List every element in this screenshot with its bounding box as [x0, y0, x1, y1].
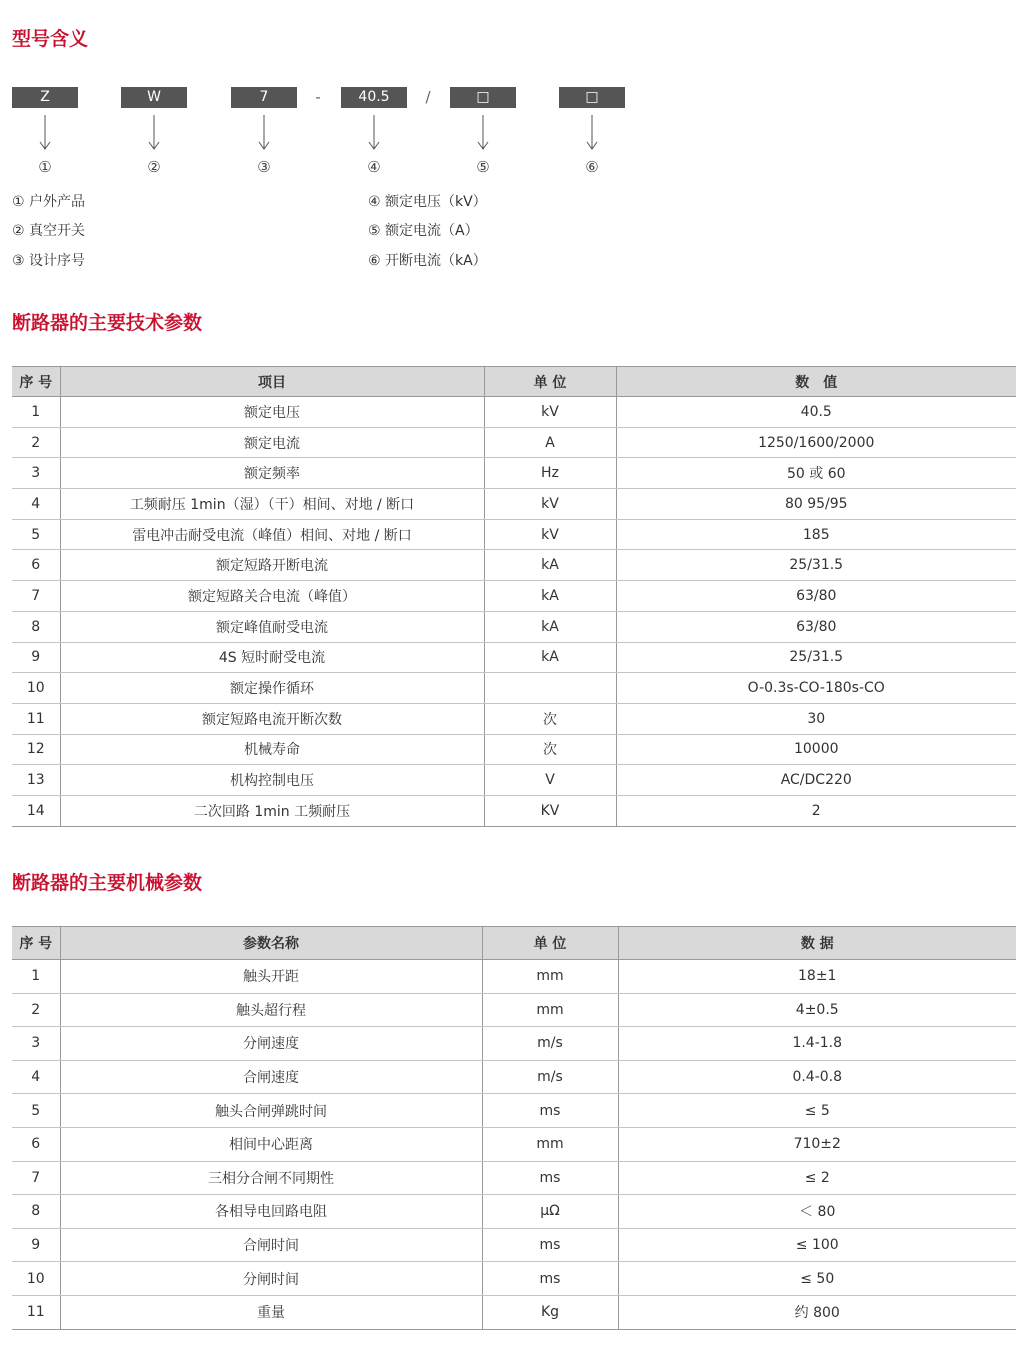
row-item: 额定电压: [60, 397, 484, 428]
row-index: 14: [12, 795, 60, 826]
model-code-box-5: □: [450, 87, 516, 108]
table-row: [12, 960, 1016, 994]
legend-item-3: ③ 设计序号: [12, 253, 86, 269]
row-data: ≤ 5: [618, 1094, 1016, 1128]
row-index: 13: [12, 765, 60, 796]
row-data: ≤ 50: [618, 1262, 1016, 1296]
model-code-box-3: 7: [231, 87, 297, 108]
row-unit: ms: [482, 1161, 618, 1195]
legend-item-4: ④ 额定电压（kV）: [368, 194, 487, 210]
row-unit: mm: [482, 993, 618, 1027]
row-unit: ms: [482, 1094, 618, 1128]
table-row: [12, 703, 1016, 734]
row-value: 30: [616, 703, 1016, 734]
row-param-name: 触头合闸弹跳时间: [60, 1094, 482, 1128]
row-data: 18±1: [618, 960, 1016, 994]
row-unit: V: [484, 765, 616, 796]
model-code-box-1: Z: [12, 87, 78, 108]
row-value: 40.5: [616, 397, 1016, 428]
row-unit: kA: [484, 581, 616, 612]
row-value: 2: [616, 795, 1016, 826]
row-index: 3: [12, 1027, 60, 1061]
marker-6: ⑥: [585, 158, 599, 176]
row-unit: kA: [484, 642, 616, 673]
col-header-value: 数 值: [616, 367, 1016, 397]
row-index: 1: [12, 397, 60, 428]
model-code-box-4: 40.5: [341, 87, 407, 108]
row-value: 63/80: [616, 581, 1016, 612]
marker-5: ⑤: [476, 158, 490, 176]
row-index: 8: [12, 1195, 60, 1229]
row-index: 9: [12, 1228, 60, 1262]
technical-params-title: 断路器的主要技术参数: [12, 312, 203, 334]
down-arrow-icon: [258, 115, 270, 151]
row-item: 额定峰值耐受电流: [60, 611, 484, 642]
row-unit: kV: [484, 397, 616, 428]
table-row: [12, 642, 1016, 673]
down-arrow-icon: [39, 115, 51, 151]
row-value: 63/80: [616, 611, 1016, 642]
row-index: 10: [12, 1262, 60, 1296]
table-row: [12, 519, 1016, 550]
row-unit: 次: [484, 703, 616, 734]
row-unit: m/s: [482, 1060, 618, 1094]
row-param-name: 三相分合闸不同期性: [60, 1161, 482, 1195]
row-item: 机构控制电压: [60, 765, 484, 796]
row-index: 12: [12, 734, 60, 765]
row-index: 5: [12, 1094, 60, 1128]
model-meaning-title: 型号含义: [12, 28, 89, 50]
table-row: [12, 1195, 1016, 1229]
table-row: [12, 765, 1016, 796]
table-row: [12, 1094, 1016, 1128]
row-index: 2: [12, 427, 60, 458]
row-unit: mm: [482, 1127, 618, 1161]
col-header-data: 数 据: [618, 927, 1016, 960]
row-item: 额定频率: [60, 458, 484, 489]
technical-params-table: [12, 366, 1016, 827]
row-data: 0.4-0.8: [618, 1060, 1016, 1094]
row-item: 二次回路 1min 工频耐压: [60, 795, 484, 826]
row-unit: Kg: [482, 1295, 618, 1329]
row-data: 710±2: [618, 1127, 1016, 1161]
row-param-name: 分闸速度: [60, 1027, 482, 1061]
row-value: 25/31.5: [616, 550, 1016, 581]
row-index: 8: [12, 611, 60, 642]
row-value: 185: [616, 519, 1016, 550]
row-index: 6: [12, 1127, 60, 1161]
table-row: [12, 734, 1016, 765]
row-item: 4S 短时耐受电流: [60, 642, 484, 673]
row-unit: m/s: [482, 1027, 618, 1061]
row-unit: A: [484, 427, 616, 458]
marker-3: ③: [257, 158, 271, 176]
table-row: [12, 611, 1016, 642]
table-row: [12, 1127, 1016, 1161]
col-header-index: 序 号: [12, 367, 60, 397]
row-index: 5: [12, 519, 60, 550]
mechanical-params-title: 断路器的主要机械参数: [12, 872, 203, 894]
row-value: O-0.3s-CO-180s-CO: [616, 673, 1016, 704]
model-code-dash: -: [315, 88, 321, 106]
table-row: [12, 673, 1016, 704]
table-row: [12, 795, 1016, 826]
row-index: 7: [12, 581, 60, 612]
table-row: [12, 1060, 1016, 1094]
row-unit: [484, 673, 616, 704]
row-unit: 次: [484, 734, 616, 765]
row-value: 10000: [616, 734, 1016, 765]
col-header-unit: 单 位: [484, 367, 616, 397]
col-header-unit: 单 位: [482, 927, 618, 960]
marker-2: ②: [147, 158, 161, 176]
table-row: [12, 993, 1016, 1027]
model-code-box-2: W: [121, 87, 187, 108]
down-arrow-icon: [148, 115, 160, 151]
row-item: 雷电冲击耐受电流（峰值）相间、对地 / 断口: [60, 519, 484, 550]
table-header-row: [12, 367, 1016, 397]
row-unit: kA: [484, 611, 616, 642]
row-index: 11: [12, 703, 60, 734]
row-param-name: 重量: [60, 1295, 482, 1329]
legend-item-5: ⑤ 额定电流（A）: [368, 223, 479, 239]
marker-4: ④: [367, 158, 381, 176]
row-value: 25/31.5: [616, 642, 1016, 673]
col-header-param-name: 参数名称: [60, 927, 482, 960]
row-item: 额定短路电流开断次数: [60, 703, 484, 734]
table-row: [12, 1262, 1016, 1296]
table-row: [12, 489, 1016, 520]
model-code-slash: /: [425, 88, 431, 106]
row-unit: kA: [484, 550, 616, 581]
row-item: 额定电流: [60, 427, 484, 458]
row-unit: mm: [482, 960, 618, 994]
row-unit: ms: [482, 1228, 618, 1262]
legend-item-6: ⑥ 开断电流（kA）: [368, 253, 487, 269]
table-row: [12, 1027, 1016, 1061]
row-index: 11: [12, 1295, 60, 1329]
table-header-row: [12, 927, 1016, 960]
table-row: [12, 1295, 1016, 1329]
row-index: 10: [12, 673, 60, 704]
legend-item-2: ② 真空开关: [12, 223, 86, 239]
mechanical-params-table: [12, 926, 1016, 1330]
row-index: 3: [12, 458, 60, 489]
row-index: 6: [12, 550, 60, 581]
row-item: 额定短路关合电流（峰值）: [60, 581, 484, 612]
row-param-name: 触头超行程: [60, 993, 482, 1027]
table-row: [12, 458, 1016, 489]
table-row: [12, 550, 1016, 581]
col-header-index: 序 号: [12, 927, 60, 960]
row-value: 1250/1600/2000: [616, 427, 1016, 458]
row-data: ≤ 100: [618, 1228, 1016, 1262]
legend-item-1: ① 户外产品: [12, 194, 86, 210]
model-code-box-6: □: [559, 87, 625, 108]
row-data: 4±0.5: [618, 993, 1016, 1027]
row-index: 1: [12, 960, 60, 994]
row-param-name: 合闸时间: [60, 1228, 482, 1262]
row-index: 2: [12, 993, 60, 1027]
row-data: 约 800: [618, 1295, 1016, 1329]
down-arrow-icon: [586, 115, 598, 151]
row-unit: kV: [484, 519, 616, 550]
row-param-name: 相间中心距离: [60, 1127, 482, 1161]
row-unit: μΩ: [482, 1195, 618, 1229]
row-unit: kV: [484, 489, 616, 520]
down-arrow-icon: [477, 115, 489, 151]
down-arrow-icon: [368, 115, 380, 151]
table-row: [12, 581, 1016, 612]
row-param-name: 各相导电回路电阻: [60, 1195, 482, 1229]
table-row: [12, 427, 1016, 458]
row-value: 80 95/95: [616, 489, 1016, 520]
table-row: [12, 1161, 1016, 1195]
row-item: 额定操作循环: [60, 673, 484, 704]
row-index: 7: [12, 1161, 60, 1195]
col-header-item: 项目: [60, 367, 484, 397]
row-unit: KV: [484, 795, 616, 826]
row-param-name: 触头开距: [60, 960, 482, 994]
row-value: AC/DC220: [616, 765, 1016, 796]
row-param-name: 分闸时间: [60, 1262, 482, 1296]
table-row: [12, 1228, 1016, 1262]
marker-1: ①: [38, 158, 52, 176]
row-value: 50 或 60: [616, 458, 1016, 489]
row-unit: Hz: [484, 458, 616, 489]
row-index: 4: [12, 1060, 60, 1094]
table-row: [12, 397, 1016, 428]
row-data: ＜ 80: [618, 1195, 1016, 1229]
row-param-name: 合闸速度: [60, 1060, 482, 1094]
row-item: 机械寿命: [60, 734, 484, 765]
row-index: 9: [12, 642, 60, 673]
row-item: 额定短路开断电流: [60, 550, 484, 581]
row-data: 1.4-1.8: [618, 1027, 1016, 1061]
row-index: 4: [12, 489, 60, 520]
row-data: ≤ 2: [618, 1161, 1016, 1195]
row-item: 工频耐压 1min（湿）（干）相间、对地 / 断口: [60, 489, 484, 520]
row-unit: ms: [482, 1262, 618, 1296]
